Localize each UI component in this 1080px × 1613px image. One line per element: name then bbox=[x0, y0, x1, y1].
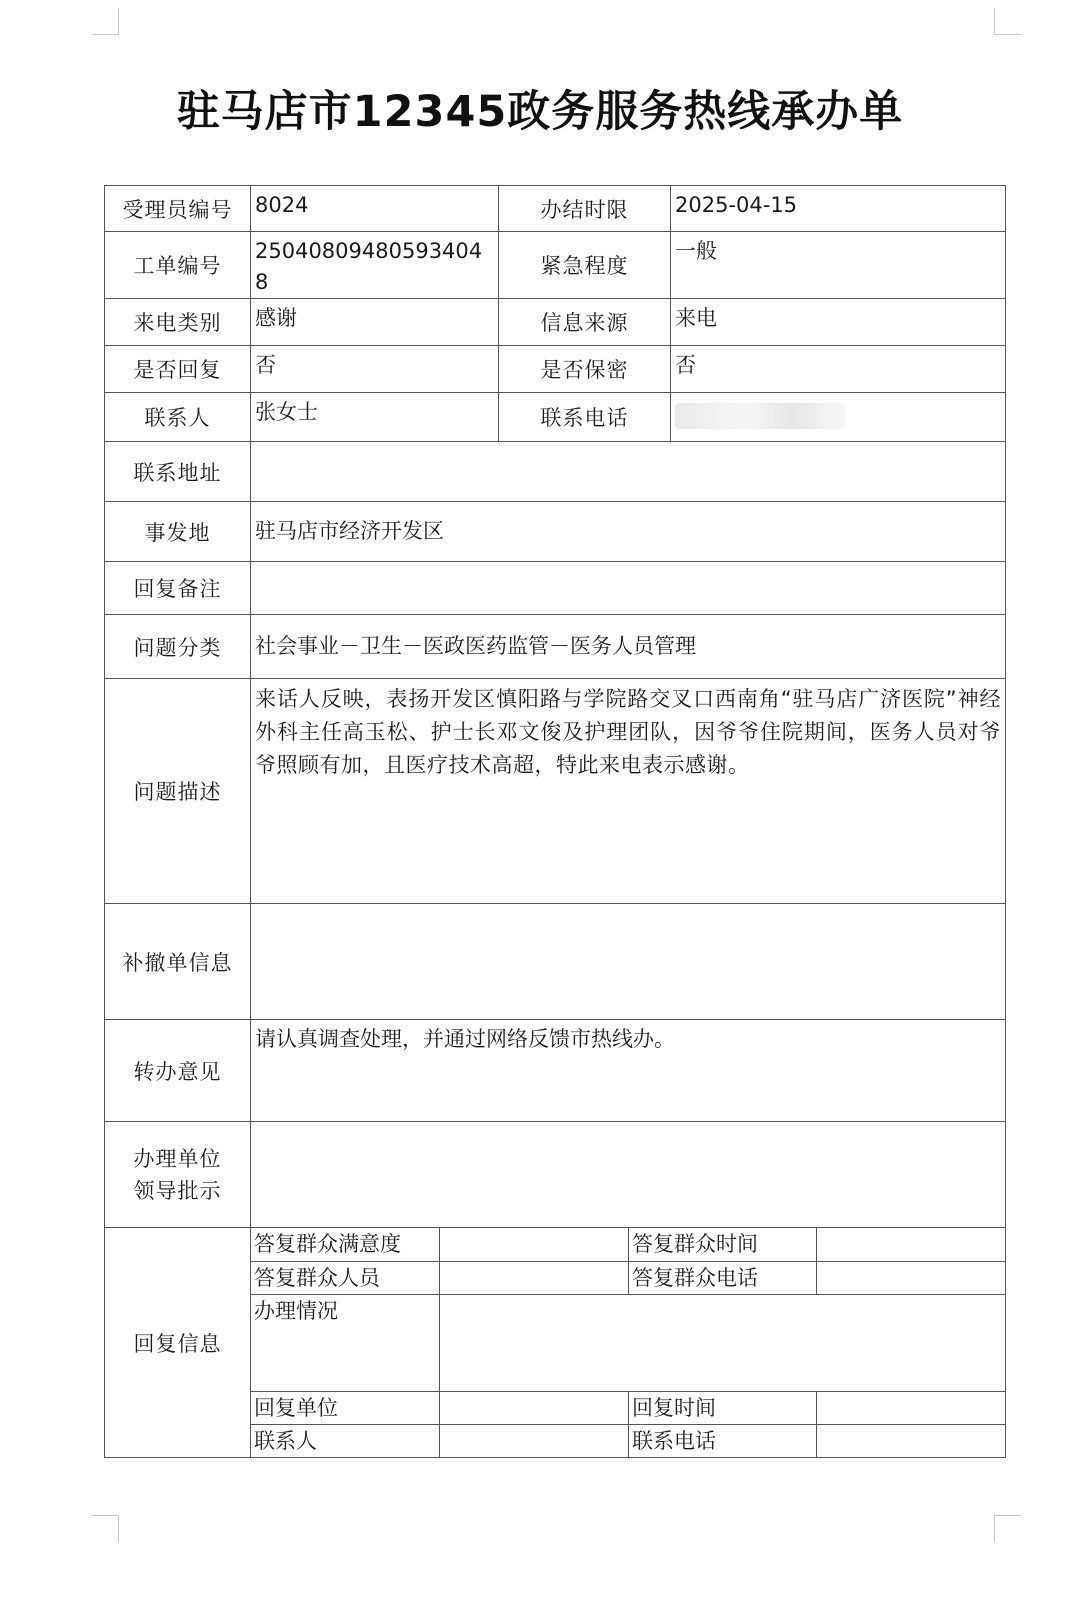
row-call-type bbox=[105, 299, 1006, 346]
transfer-label: 转办意见 bbox=[105, 1020, 251, 1122]
row-order-no bbox=[105, 232, 1006, 299]
handling-value bbox=[439, 1294, 1005, 1391]
urgency-value: 一般 bbox=[671, 232, 1006, 299]
reply-person-value bbox=[439, 1261, 628, 1294]
contact-value: 张女士 bbox=[251, 393, 499, 442]
row-reply-flag bbox=[105, 346, 1006, 393]
crop-mark-bottom-left bbox=[92, 1515, 119, 1542]
location-value: 驻马店市经济开发区 bbox=[251, 502, 1006, 562]
source-label: 信息来源 bbox=[499, 299, 671, 346]
crop-mark-top-right bbox=[994, 8, 1021, 35]
supplement-label: 补撤单信息 bbox=[105, 904, 251, 1020]
location-label: 事发地 bbox=[105, 502, 251, 562]
call-type-label: 来电类别 bbox=[105, 299, 251, 346]
row-contact bbox=[105, 393, 1006, 442]
row-supplement bbox=[105, 904, 1006, 1020]
document-title: 驻马店市12345政务服务热线承办单 bbox=[176, 87, 904, 137]
reply-time-label: 答复群众时间 bbox=[629, 1228, 817, 1261]
reply-row-handling bbox=[251, 1294, 1005, 1391]
reply-info-block bbox=[251, 1228, 1006, 1458]
contact-label: 联系人 bbox=[105, 393, 251, 442]
reply-person-label: 答复群众人员 bbox=[251, 1261, 439, 1294]
work-order-form bbox=[104, 185, 1006, 1458]
order-no-label: 工单编号 bbox=[105, 232, 251, 299]
redacted-phone bbox=[675, 403, 845, 429]
category-label: 问题分类 bbox=[105, 615, 251, 679]
row-location bbox=[105, 502, 1006, 562]
crop-mark-bottom-right bbox=[994, 1515, 1021, 1542]
handling-label: 办理情况 bbox=[251, 1294, 439, 1391]
need-reply-label: 是否回复 bbox=[105, 346, 251, 393]
row-address bbox=[105, 442, 1006, 502]
reply-row-contact bbox=[251, 1424, 1005, 1457]
satisfaction-label: 答复群众满意度 bbox=[251, 1228, 439, 1261]
leader-label-line2: 领导批示 bbox=[133, 1178, 222, 1203]
urgency-label: 紧急程度 bbox=[499, 232, 671, 299]
category-value: 社会事业－卫生－医政医药监管－医务人员管理 bbox=[251, 615, 1006, 679]
reply-note-value bbox=[251, 562, 1006, 615]
row-reply-info bbox=[105, 1228, 1006, 1458]
reply-unit-label: 回复单位 bbox=[251, 1391, 439, 1424]
deadline-label: 办结时限 bbox=[499, 186, 671, 232]
reply-date-label: 回复时间 bbox=[629, 1391, 817, 1424]
address-label: 联系地址 bbox=[105, 442, 251, 502]
crop-mark-top-left bbox=[92, 8, 119, 35]
reply-contact-value bbox=[439, 1424, 628, 1457]
description-value: 来话人反映，表扬开发区慎阳路与学院路交叉口西南角“驻马店广济医院”神经外科主任高玉松、护士长邓文俊及护理团队，因爷爷住院期间，医务人员对爷爷照顾有加，且医疗技术高超，特此来电表示感谢。 bbox=[251, 679, 1006, 904]
phone-value bbox=[671, 393, 1006, 442]
source-value: 来电 bbox=[671, 299, 1006, 346]
reply-note-label: 回复备注 bbox=[105, 562, 251, 615]
need-reply-value: 否 bbox=[251, 346, 499, 393]
reply-date-value bbox=[817, 1391, 1005, 1424]
transfer-value: 请认真调查处理，并通过网络反馈市热线办。 bbox=[251, 1020, 1006, 1122]
row-leader bbox=[105, 1122, 1006, 1228]
reply-contact-phone-label: 联系电话 bbox=[629, 1424, 817, 1457]
reply-contact-phone-value bbox=[817, 1424, 1005, 1457]
reply-row-unit bbox=[251, 1391, 1005, 1424]
reply-info-table bbox=[251, 1228, 1005, 1457]
reply-row-person bbox=[251, 1261, 1005, 1294]
reply-row-satisfaction bbox=[251, 1228, 1005, 1261]
deadline-value: 2025-04-15 bbox=[671, 186, 1006, 232]
description-label: 问题描述 bbox=[105, 679, 251, 904]
confidential-label: 是否保密 bbox=[499, 346, 671, 393]
leader-label-line1: 办理单位 bbox=[133, 1146, 222, 1171]
order-no-value: 250408094805934048 bbox=[251, 232, 499, 299]
row-transfer bbox=[105, 1020, 1006, 1122]
reply-time-value bbox=[817, 1228, 1005, 1261]
satisfaction-value bbox=[439, 1228, 628, 1261]
row-category bbox=[105, 615, 1006, 679]
reply-contact-label: 联系人 bbox=[251, 1424, 439, 1457]
address-value bbox=[251, 442, 1006, 502]
reply-phone-value bbox=[817, 1261, 1005, 1294]
reply-unit-value bbox=[439, 1391, 628, 1424]
operator-id-label: 受理员编号 bbox=[105, 186, 251, 232]
leader-label bbox=[105, 1122, 251, 1228]
call-type-value: 感谢 bbox=[251, 299, 499, 346]
reply-phone-label: 答复群众电话 bbox=[629, 1261, 817, 1294]
row-reply-note bbox=[105, 562, 1006, 615]
leader-value bbox=[251, 1122, 1006, 1228]
row-description bbox=[105, 679, 1006, 904]
operator-id-value: 8024 bbox=[251, 186, 499, 232]
supplement-value bbox=[251, 904, 1006, 1020]
phone-label: 联系电话 bbox=[499, 393, 671, 442]
confidential-value: 否 bbox=[671, 346, 1006, 393]
row-operator bbox=[105, 186, 1006, 232]
reply-info-label: 回复信息 bbox=[105, 1228, 251, 1458]
